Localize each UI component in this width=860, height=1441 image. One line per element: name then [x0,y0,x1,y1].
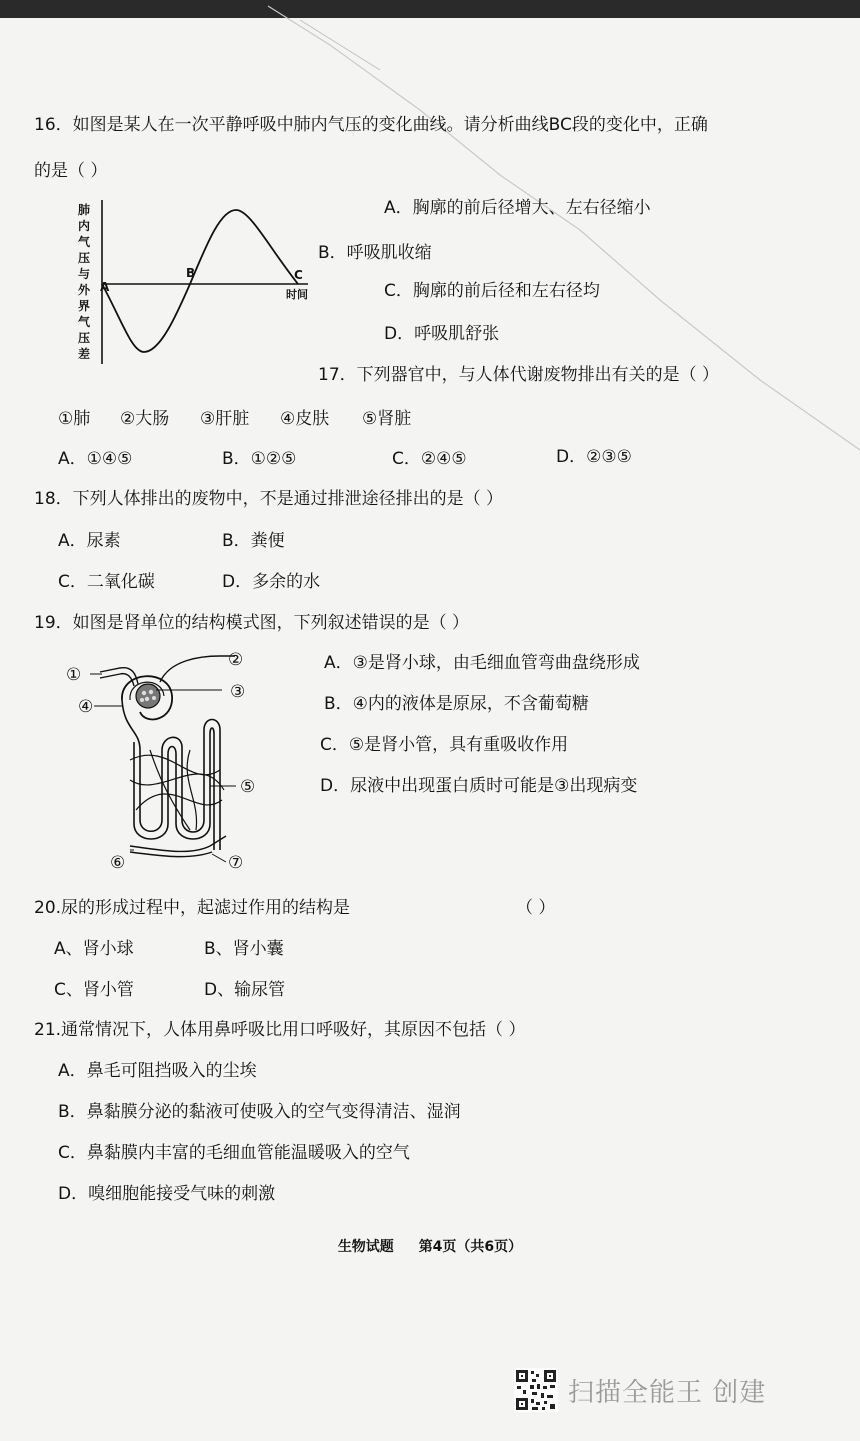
q20-option-c: C、肾小管 [54,980,134,1000]
footer-subject: 生物试题 [337,1239,394,1255]
q20-answer-paren: （ ） [516,898,556,918]
q16-option-b: B．呼吸肌收缩 [318,243,432,263]
scanner-watermark [514,1368,766,1412]
q18-option-c: C．二氧化碳 [58,572,155,592]
q19-label-4: ④ [78,697,94,717]
q17-option-c: C．②④⑤ [392,449,467,469]
q17-item: ①肺 [58,409,91,429]
q18-option-a: A．尿素 [58,531,121,551]
q21-option-a: A．鼻毛可阻挡吸入的尘埃 [58,1061,257,1081]
q16-pressure-graph [72,196,322,366]
q19-label-2: ② [228,650,244,670]
q16-stem-line2: 的是（ ） [34,161,108,181]
q18-option-d: D．多余的水 [222,572,321,592]
q16-graph-xlabel: 时间 [286,288,308,301]
q17-option-b: B．①②⑤ [222,449,297,469]
q20-stem: 20.尿的形成过程中，起滤过作用的结构是 [34,898,351,918]
q18-option-b: B．粪便 [222,531,285,551]
footer-page-number: 第4页（共6页） [418,1239,523,1255]
page-footer [0,1236,860,1256]
q16-graph-ylabel: 肺内气压与外界气压差 [78,203,91,361]
q16-graph-point-c: C [294,268,303,282]
q20-option-b: B、肾小囊 [204,939,284,959]
q16-option-a: A．胸廓的前后径增大、左右径缩小 [384,198,651,218]
q19-stem: 19．如图是肾单位的结构模式图，下列叙述错误的是（ ） [34,613,470,633]
q20-option-a: A、肾小球 [54,939,134,959]
q16-graph-point-a: A [100,280,110,294]
q19-option-c: C．⑤是肾小管，具有重吸收作用 [320,735,569,755]
q19-option-a: A．③是肾小球，由毛细血管弯曲盘绕形成 [324,653,640,673]
q21-stem: 21.通常情况下，人体用鼻呼吸比用口呼吸好，其原因不包括（ ） [34,1020,526,1040]
q19-label-1: ① [66,665,82,685]
q17-option-d: D．②③⑤ [556,447,632,467]
q21-option-d: D．嗅细胞能接受气味的刺激 [58,1184,276,1204]
q19-label-5: ⑤ [240,777,256,797]
q18-stem: 18．下列人体排出的废物中，不是通过排泄途径排出的是（ ） [34,489,504,509]
q16-option-c: C．胸廓的前后径和左右径均 [384,281,600,301]
q19-option-d: D．尿液中出现蛋白质时可能是③出现病变 [320,776,638,796]
q19-label-3: ③ [230,682,246,702]
q17-item: ④皮肤 [280,409,330,429]
q17-stem: 17．下列器官中，与人体代谢废物排出有关的是（ ） [318,365,720,385]
q21-option-b: B．鼻黏膜分泌的黏液可使吸入的空气变得清洁、湿润 [58,1102,461,1122]
q19-option-b: B．④内的液体是原尿，不含葡萄糖 [324,694,589,714]
q17-item: ⑤肾脏 [362,409,412,429]
q16-graph-point-b: B [186,266,196,280]
q16-stem-line1: 16．如图是某人在一次平静呼吸中肺内气压的变化曲线。请分析曲线BC段的变化中，正确 [34,115,708,135]
qr-code-icon [514,1368,558,1412]
q17-option-a: A．①④⑤ [58,449,133,469]
nephron-diagram [100,650,300,860]
q17-item: ③肝脏 [200,409,250,429]
q19-label-7: ⑦ [228,853,244,873]
q19-label-6: ⑥ [110,853,126,873]
q20-option-d: D、输尿管 [204,980,286,1000]
scanner-watermark-text: 扫描全能王 创建 [568,1377,767,1408]
q21-option-c: C．鼻黏膜内丰富的毛细血管能温暖吸入的空气 [58,1143,410,1163]
q16-option-d: D．呼吸肌舒张 [384,324,500,344]
q17-item: ②大肠 [120,409,170,429]
